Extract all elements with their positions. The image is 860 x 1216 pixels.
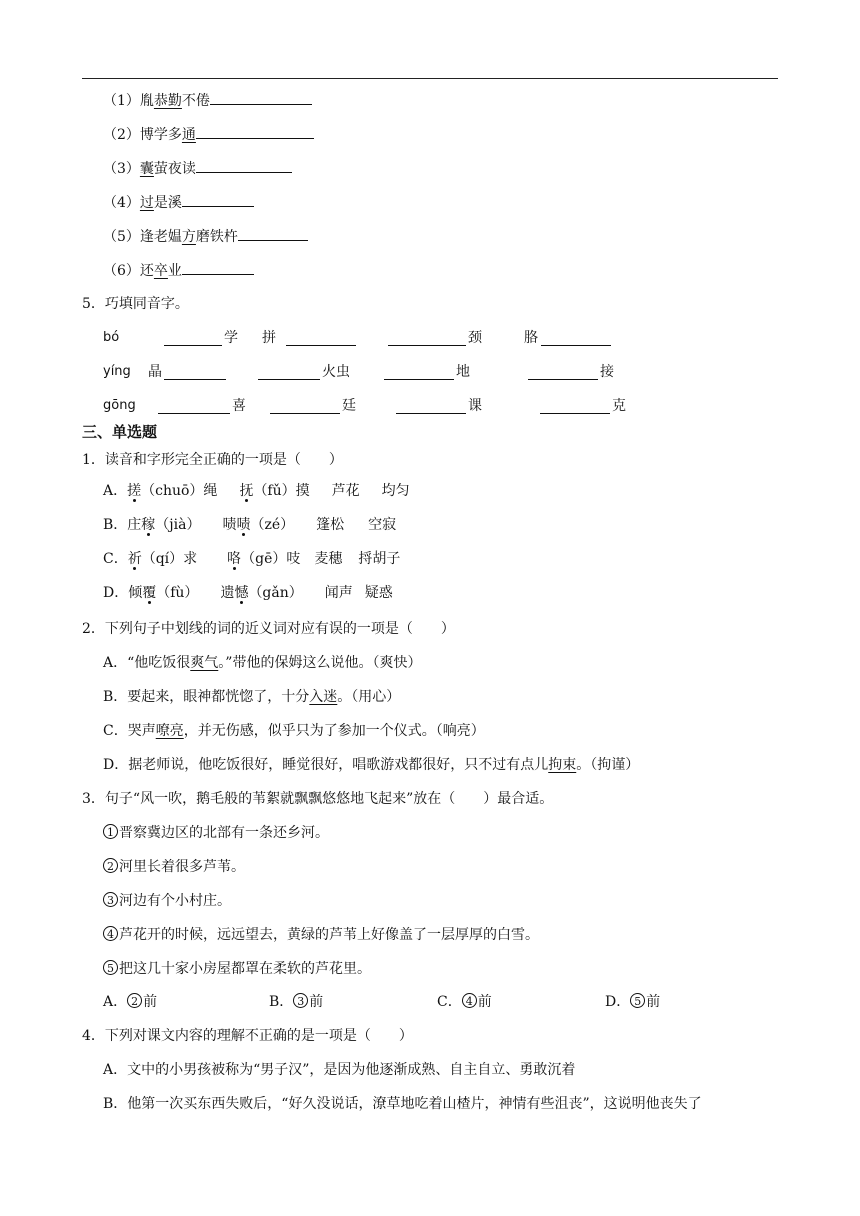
idiom-item-1: （1）胤恭勤不倦 — [103, 90, 312, 111]
option-d[interactable]: D．倾覆（fù） 遗憾（gǎn） 闻声 疑惑 — [103, 585, 393, 601]
answer-blank[interactable] — [182, 260, 254, 275]
answer-blank[interactable] — [158, 399, 230, 414]
char-text: 火虫 — [322, 364, 350, 380]
answer-blank[interactable] — [258, 365, 320, 380]
idiom-item-6: （6）还卒业 — [103, 260, 254, 281]
char-text: 学 — [224, 330, 238, 346]
option-d[interactable]: D．据老师说，他吃饭很好，睡觉很好，唱歌游戏都很好，只不过有点儿拘束。（拘谨） — [103, 757, 640, 773]
answer-blank[interactable] — [396, 399, 466, 414]
sentence-item: 1 晋察冀边区的北部有一条还乡河。 — [103, 823, 329, 843]
idiom-item-4: （4）过是溪 — [103, 192, 254, 213]
char-text: 廷 — [342, 398, 356, 414]
sentence-item: 2 河里长着很多芦苇。 — [103, 857, 245, 877]
option-c[interactable]: C． 4 前 — [437, 994, 492, 1010]
option-a[interactable]: A．“他吃饭很爽气。”带他的保姆这么说他。（爽快） — [103, 655, 422, 671]
option-b[interactable]: B． 3 前 — [269, 994, 324, 1010]
option-a[interactable]: A．文中的小男孩被称为“男子汉”，是因为他逐渐成熟、自主自立、勇敢沉着 — [103, 1062, 576, 1078]
option-d[interactable]: D． 5 前 — [605, 994, 661, 1010]
answer-blank[interactable] — [164, 331, 222, 346]
option-b[interactable]: B．庄稼（jià） 啧啧（zé） 篷松 空寂 — [103, 517, 397, 533]
answer-blank[interactable] — [196, 158, 292, 173]
sentence-item: 4 芦花开的时候，远远望去，黄绿的芦苇上好像盖了一层厚厚的白雪。 — [103, 925, 539, 945]
char-text: 颈 — [468, 330, 482, 346]
answer-blank[interactable] — [286, 331, 356, 346]
answer-blank[interactable] — [238, 226, 308, 241]
char-text: 拼 — [262, 330, 276, 346]
char-text: 克 — [612, 398, 626, 414]
char-text: 胳 — [524, 330, 538, 346]
question-title: 5．巧填同音字。 — [82, 296, 189, 312]
pinyin-label: gōng — [103, 398, 136, 413]
option-b[interactable]: B．要起来，眼神都恍惚了，十分入迷。（用心） — [103, 689, 401, 705]
idiom-item-3: （3）囊萤夜读 — [103, 158, 292, 179]
question-title: 4．下列对课文内容的理解不正确的是一项是（ ） — [82, 1028, 413, 1044]
idiom-item-5: （5）逢老媪方磨铁杵 — [103, 226, 308, 247]
answer-blank[interactable] — [540, 399, 610, 414]
question-title: 2．下列句子中划线的词的近义词对应有误的一项是（ ） — [82, 621, 455, 637]
char-text: 地 — [456, 364, 470, 380]
option-a[interactable]: A．搓（chuō）绳 抚（fǔ）摸 芦花 均匀 — [103, 483, 410, 499]
char-text: 喜 — [232, 398, 246, 414]
answer-blank[interactable] — [528, 365, 598, 380]
char-text: 接 — [600, 364, 614, 380]
option-c[interactable]: C．祈（qí）求 咯（gē）吱 麦穗 捋胡子 — [103, 551, 401, 567]
answer-blank[interactable] — [388, 331, 466, 346]
option-c[interactable]: C．哭声嘹亮，并无伤感，似乎只为了参加一个仪式。（响亮） — [103, 723, 485, 739]
sentence-item: 5 把这几十家小房屋都罩在柔软的芦花里。 — [103, 959, 371, 979]
header-rule — [82, 78, 778, 79]
answer-blank[interactable] — [210, 90, 312, 105]
option-a[interactable]: A． 2 前 — [103, 994, 158, 1010]
question-title: 1．读音和字形完全正确的一项是（ ） — [82, 452, 343, 468]
answer-blank[interactable] — [384, 365, 454, 380]
idiom-item-2: （2）博学多通 — [103, 124, 314, 145]
answer-blank[interactable] — [164, 365, 226, 380]
question-title: 3．句子“风一吹，鹅毛般的苇絮就飘飘悠悠地飞起来”放在（ ）最合适。 — [82, 791, 554, 807]
section-heading: 三、单选题 — [82, 423, 158, 441]
answer-blank[interactable] — [541, 331, 611, 346]
option-b[interactable]: B．他第一次买东西失败后，“好久没说话，潦草地吃着山楂片，神情有些沮丧”，这说明他丧失了 — [103, 1096, 702, 1112]
char-text: 晶 — [148, 364, 162, 380]
pinyin-label: yíng — [103, 364, 131, 379]
sentence-item: 3 河边有个小村庄。 — [103, 891, 231, 911]
char-text: 课 — [468, 398, 482, 414]
answer-blank[interactable] — [270, 399, 340, 414]
answer-blank[interactable] — [196, 124, 314, 139]
pinyin-label: bó — [103, 330, 120, 345]
answer-blank[interactable] — [182, 192, 254, 207]
